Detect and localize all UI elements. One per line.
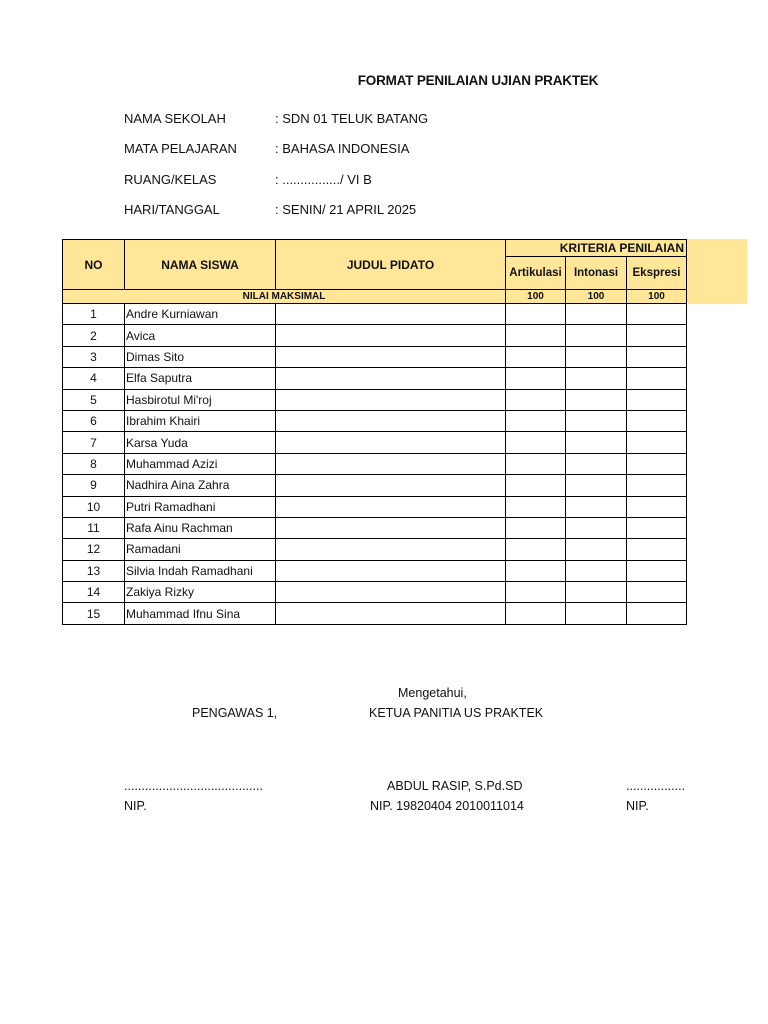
- judul-pidato-cell: [276, 539, 506, 560]
- row-number: 4: [63, 368, 125, 389]
- row-number: 13: [63, 560, 125, 581]
- score-intonasi-cell: [566, 325, 627, 346]
- score-ekspresi-cell: [627, 496, 687, 517]
- score-intonasi-cell: [566, 304, 627, 325]
- score-intonasi-cell: [566, 453, 627, 474]
- table-row: [63, 453, 687, 474]
- header-no: NO: [63, 240, 125, 290]
- student-name: Hasbirotul Mi'roj: [125, 389, 276, 410]
- student-name: Ibrahim Khairi: [125, 410, 276, 431]
- nip-right: NIP.: [626, 799, 649, 813]
- table-row: [63, 368, 687, 389]
- judul-pidato-cell: [276, 453, 506, 474]
- nip-left: NIP.: [124, 799, 147, 813]
- score-artikulasi-cell: [506, 539, 566, 560]
- header-nama-siswa: NAMA SISWA: [125, 240, 276, 290]
- student-name: Elfa Saputra: [125, 368, 276, 389]
- student-name: Muhammad Azizi: [125, 453, 276, 474]
- max-score-ekspresi: 100: [627, 290, 687, 304]
- judul-pidato-cell: [276, 368, 506, 389]
- ketua-panitia-label: KETUA PANITIA US PRAKTEK: [369, 706, 544, 720]
- score-artikulasi-cell: [506, 389, 566, 410]
- table-row: [63, 603, 687, 624]
- score-ekspresi-cell: [627, 539, 687, 560]
- row-number: 5: [63, 389, 125, 410]
- student-name: Zakiya Rizky: [125, 582, 276, 603]
- score-intonasi-cell: [566, 539, 627, 560]
- score-artikulasi-cell: [506, 560, 566, 581]
- score-artikulasi-cell: [506, 368, 566, 389]
- score-ekspresi-cell: [627, 453, 687, 474]
- row-number: 7: [63, 432, 125, 453]
- score-artikulasi-cell: [506, 475, 566, 496]
- score-artikulasi-cell: [506, 517, 566, 538]
- table-row: [63, 539, 687, 560]
- score-intonasi-cell: [566, 496, 627, 517]
- judul-pidato-cell: [276, 475, 506, 496]
- score-artikulasi-cell: [506, 496, 566, 517]
- info-row-school: [124, 103, 428, 134]
- header-kriteria-penilaian: KRITERIA PENILAIAN: [506, 240, 687, 257]
- nip-ketua: NIP. 19820404 2010011014: [370, 799, 524, 813]
- row-number: 15: [63, 603, 125, 624]
- table-row: [63, 560, 687, 581]
- judul-pidato-cell: [276, 389, 506, 410]
- header-ekspresi: Ekspresi: [627, 257, 687, 290]
- score-artikulasi-cell: [506, 432, 566, 453]
- signature-dots-left: ........................................: [124, 779, 263, 793]
- student-name: Avica: [125, 325, 276, 346]
- judul-pidato-cell: [276, 560, 506, 581]
- info-value: : ................/ VI B: [275, 171, 372, 187]
- row-number: 9: [63, 475, 125, 496]
- student-name: Putri Ramadhani: [125, 496, 276, 517]
- header-intonasi: Intonasi: [566, 257, 627, 290]
- max-score-artikulasi: 100: [506, 290, 566, 304]
- score-ekspresi-cell: [627, 389, 687, 410]
- student-name: Andre Kurniawan: [125, 304, 276, 325]
- judul-pidato-cell: [276, 304, 506, 325]
- row-number: 1: [63, 304, 125, 325]
- row-number: 2: [63, 325, 125, 346]
- score-ekspresi-cell: [627, 603, 687, 624]
- table-row: [63, 389, 687, 410]
- judul-pidato-cell: [276, 432, 506, 453]
- page-title: FORMAT PENILAIAN UJIAN PRAKTEK: [357, 73, 599, 88]
- student-name: Muhammad Ifnu Sina: [125, 603, 276, 624]
- info-value: : BAHASA INDONESIA: [275, 141, 410, 157]
- judul-pidato-cell: [276, 582, 506, 603]
- row-number: 6: [63, 410, 125, 431]
- table-row: [63, 346, 687, 367]
- judul-pidato-cell: [276, 325, 506, 346]
- score-ekspresi-cell: [627, 517, 687, 538]
- judul-pidato-cell: [276, 496, 506, 517]
- judul-pidato-cell: [276, 603, 506, 624]
- student-name: Ramadani: [125, 539, 276, 560]
- score-intonasi-cell: [566, 410, 627, 431]
- table-row: [63, 432, 687, 453]
- score-ekspresi-cell: [627, 475, 687, 496]
- info-label: RUANG/KELAS: [124, 171, 217, 187]
- row-number: 10: [63, 496, 125, 517]
- score-intonasi-cell: [566, 346, 627, 367]
- score-intonasi-cell: [566, 603, 627, 624]
- score-ekspresi-cell: [627, 346, 687, 367]
- score-ekspresi-cell: [627, 582, 687, 603]
- assessment-table: [62, 239, 687, 625]
- table-row: [63, 410, 687, 431]
- score-intonasi-cell: [566, 368, 627, 389]
- info-row-class: [124, 164, 428, 195]
- student-name: Silvia Indah Ramadhani: [125, 560, 276, 581]
- score-artikulasi-cell: [506, 410, 566, 431]
- row-number: 11: [63, 517, 125, 538]
- header-fill-extension: [685, 239, 747, 304]
- max-score-label: NILAI MAKSIMAL: [63, 290, 506, 304]
- score-ekspresi-cell: [627, 560, 687, 581]
- info-value: : SENIN/ 21 APRIL 2025: [275, 202, 417, 218]
- signature-dots-right: .................: [626, 779, 686, 793]
- score-intonasi-cell: [566, 560, 627, 581]
- student-name: Rafa Ainu Rachman: [125, 517, 276, 538]
- student-name: Nadhira Aina Zahra: [125, 475, 276, 496]
- info-label: NAMA SEKOLAH: [124, 110, 226, 126]
- score-ekspresi-cell: [627, 325, 687, 346]
- row-number: 12: [63, 539, 125, 560]
- judul-pidato-cell: [276, 517, 506, 538]
- info-value: : SDN 01 TELUK BATANG: [275, 110, 429, 126]
- table-row: [63, 304, 687, 325]
- score-artikulasi-cell: [506, 304, 566, 325]
- info-row-date: [124, 195, 428, 226]
- student-name: Dimas Sito: [125, 346, 276, 367]
- table-row: [63, 582, 687, 603]
- table-row: [63, 475, 687, 496]
- ketua-name: ABDUL RASIP, S.Pd.SD: [387, 779, 523, 793]
- table-row: [63, 325, 687, 346]
- score-ekspresi-cell: [627, 410, 687, 431]
- score-artikulasi-cell: [506, 346, 566, 367]
- score-ekspresi-cell: [627, 368, 687, 389]
- table-row: [63, 517, 687, 538]
- score-artikulasi-cell: [506, 453, 566, 474]
- row-number: 3: [63, 346, 125, 367]
- info-label: MATA PELAJARAN: [124, 141, 237, 157]
- student-name: Karsa Yuda: [125, 432, 276, 453]
- judul-pidato-cell: [276, 346, 506, 367]
- school-info: [124, 103, 428, 225]
- header-artikulasi: Artikulasi: [506, 257, 566, 290]
- header-judul-pidato: JUDUL PIDATO: [276, 240, 506, 290]
- score-intonasi-cell: [566, 389, 627, 410]
- score-artikulasi-cell: [506, 325, 566, 346]
- score-ekspresi-cell: [627, 432, 687, 453]
- info-label: HARI/TANGGAL: [124, 202, 220, 218]
- score-intonasi-cell: [566, 432, 627, 453]
- max-score-intonasi: 100: [566, 290, 627, 304]
- judul-pidato-cell: [276, 410, 506, 431]
- info-row-subject: [124, 134, 428, 165]
- score-artikulasi-cell: [506, 603, 566, 624]
- mengetahui-text: Mengetahui,: [398, 686, 467, 700]
- pengawas-label: PENGAWAS 1,: [192, 706, 278, 720]
- row-number: 8: [63, 453, 125, 474]
- score-intonasi-cell: [566, 582, 627, 603]
- score-intonasi-cell: [566, 517, 627, 538]
- score-artikulasi-cell: [506, 582, 566, 603]
- score-intonasi-cell: [566, 475, 627, 496]
- table-row: [63, 496, 687, 517]
- score-ekspresi-cell: [627, 304, 687, 325]
- row-number: 14: [63, 582, 125, 603]
